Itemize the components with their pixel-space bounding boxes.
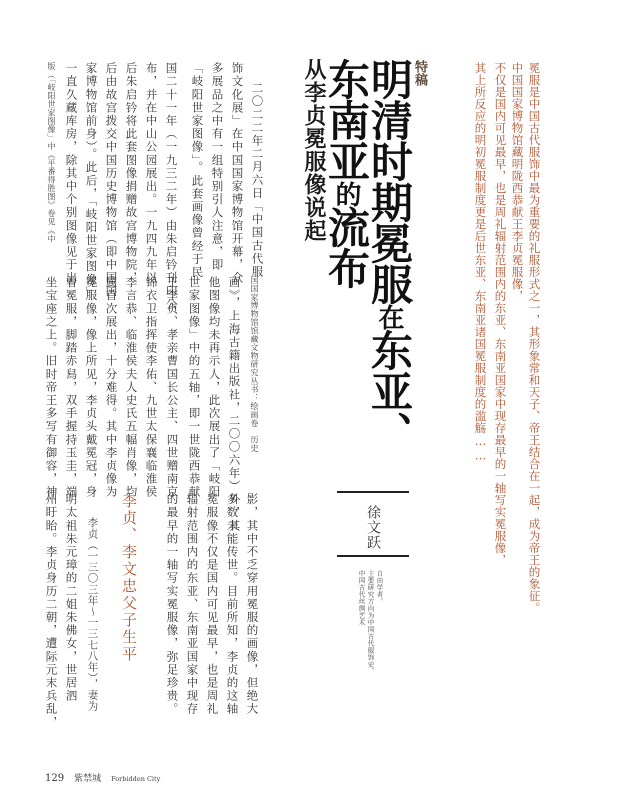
- page-number: 129: [45, 773, 65, 784]
- section-heading: 李贞、李文忠父子生平: [120, 493, 138, 663]
- page-footer: [45, 771, 160, 784]
- body-column: 国二十一年（一九三二年）由朱启钤刊印公: [164, 62, 179, 311]
- body-column: 李言恭、临淮侯夫人史氏五幅肖像，均: [124, 276, 139, 499]
- body-column: 多展品之中有一组特别引人注意，即: [210, 62, 225, 272]
- body-column-note: 国国家博物馆馆藏文物研究丛书：绘画卷 历史: [250, 276, 259, 453]
- body-column: 饰文化展」在中国国家博物馆开幕，众: [230, 62, 245, 285]
- article-tag: 特稿: [412, 60, 427, 86]
- body-column: 家博物馆前身）。此后，「岐阳世家图像」: [84, 62, 99, 300]
- body-column: 布，并在中山公园展出。一九四九年以: [144, 62, 159, 285]
- body-column: 一直久藏库房，除其中个别图像见于出: [64, 62, 79, 285]
- magazine-name-en: Forbidden City: [111, 775, 161, 783]
- title-text: 流布: [322, 206, 371, 288]
- article-subtitle: 从李贞冕服像说起: [301, 58, 326, 242]
- body-column: 世家图像」中的五轴，即一世陇西恭献: [187, 276, 202, 499]
- body-column: 多数未能传世。目前所知，李贞的这轴: [225, 493, 240, 716]
- section-column: 州盱眙。李贞身历二朝，遭际元末兵乱，: [44, 493, 59, 729]
- author-rule-top: [337, 491, 409, 493]
- section-column: 李贞（一三〇三年～一三七八年），妻为: [86, 517, 99, 712]
- body-column: 冕服像不仅是国内可见最早，也是周礼: [205, 493, 220, 716]
- title-text-small: 的: [331, 181, 361, 206]
- body-column: 属首次展出，十分难得。其中李贞像为: [104, 276, 119, 499]
- body-column: 锦衣卫指挥使李佑、九世太保襄临淮侯: [144, 276, 159, 499]
- body-column: 影，其中不乏穿用冕服的画像，但绝大: [245, 493, 260, 716]
- body-column: 冕服像，像上所见，李贞头戴冕冠，身: [84, 276, 99, 499]
- body-column: 王李贞、孝亲曹国长公主、四世赠南京: [165, 276, 180, 499]
- body-column: 坐宝座之上。旧时帝王多写有御容，神: [44, 276, 59, 499]
- author-bio-line: 中国古代丝绸艺术: [357, 570, 366, 626]
- author-bio-line: 主要研究方向为中国古代服饰史、: [366, 570, 375, 675]
- article-title-line-1: [365, 58, 414, 452]
- lead-column-2: 中国国家博物馆藏明陇西恭献王李贞冕服像，: [510, 62, 525, 302]
- body-column: 「岐阳世家图像」。此套画像曾经于民: [190, 62, 205, 279]
- title-text: 明清时期冕服: [365, 58, 414, 304]
- author-rule-bottom: [337, 555, 409, 557]
- title-text: 东南亚: [322, 58, 371, 181]
- title-text: 东亚、: [365, 329, 414, 452]
- body-column: 辐射范围内的东亚、东南亚国家中现存: [185, 493, 200, 716]
- lead-column-4: 其上所反应的明初冕服制度更是后世东亚、东南亚诸国冕服制度的滥觞……: [473, 62, 488, 463]
- body-column: 画》，上海古籍出版社，二〇〇六年）外，其: [227, 276, 242, 533]
- title-text-small: 在: [374, 304, 404, 329]
- section-column: 明太祖朱元璋的二姐朱佛女，世居泗: [64, 493, 79, 703]
- body-column: 后由故宫拨交中国历史博物馆（即中国国: [104, 62, 119, 298]
- author-name: 徐文跃: [365, 505, 381, 550]
- article-title-line-2: [322, 58, 371, 288]
- body-column: 后朱启钤将此套图像捐赠故宫博物院，: [124, 62, 139, 285]
- author-bio-line: 自由学者。: [375, 570, 384, 605]
- magazine-name-cn: 紫禁城: [74, 774, 102, 784]
- body-column: 他图像均未再示人，此次展出了「岐阳: [207, 276, 222, 499]
- body-column: 着冕服，脚踏赤舄，双手握持玉圭，端: [64, 276, 79, 499]
- body-column: 二〇二二年二月六日「中国古代服: [250, 82, 265, 279]
- lead-column-3: 不仅是国内可见最早，也是周礼辐射范围内的东亚、东南亚国家中现存最早的一轴写实冕服像，: [493, 62, 508, 566]
- body-column-note: 版（「岐阳世家图像」中《平番得胜图》卷见《中: [47, 62, 56, 243]
- body-column: 的最早的一轴写实冕服像，弥足珍贵。: [165, 493, 180, 716]
- lead-column-1: 冕服是中国古代服饰中最为重要的礼服形式之一，其形象常和天子、帝王结合在一起，成为帝王的象征。: [527, 62, 542, 614]
